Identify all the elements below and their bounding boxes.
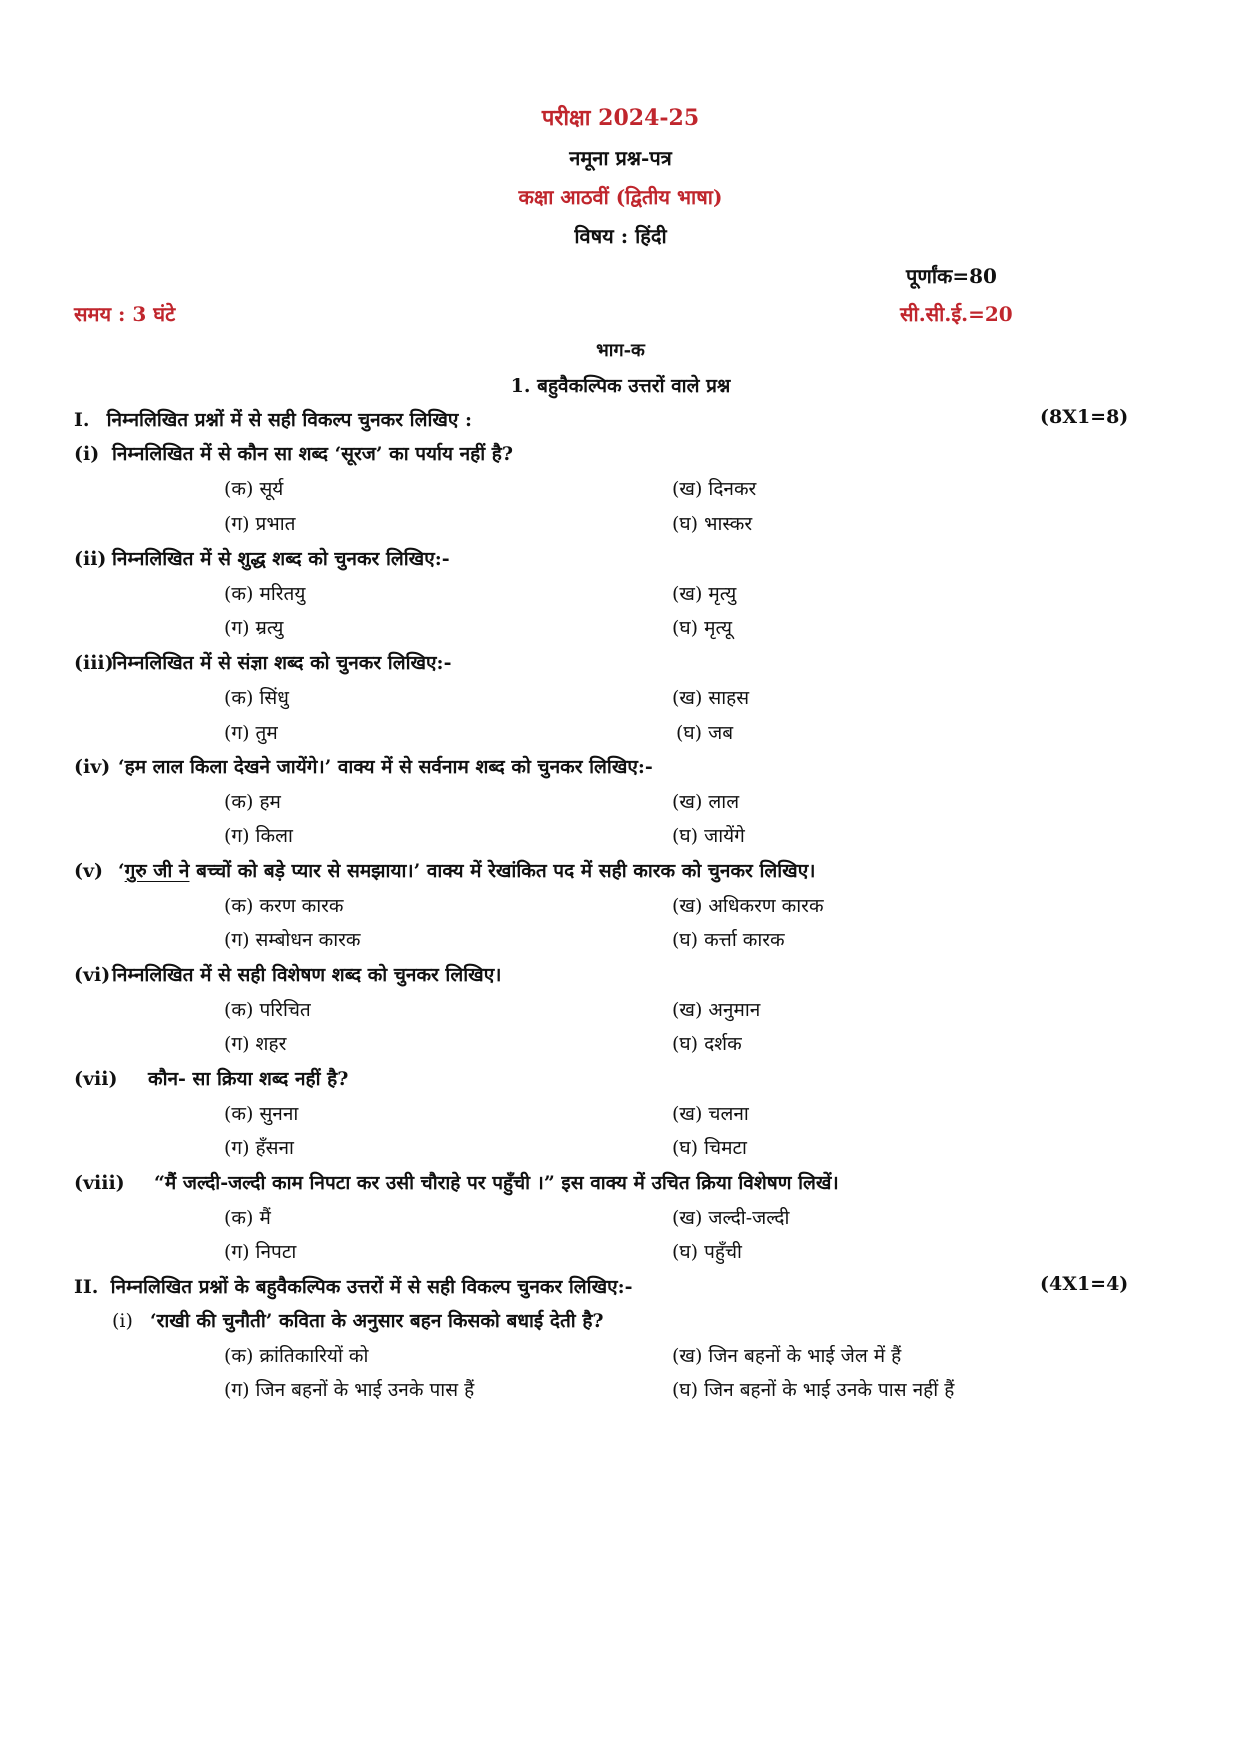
option-ka: (क) हम xyxy=(224,791,281,813)
option-gha: (घ) पहुँची xyxy=(672,1241,742,1263)
question-6 xyxy=(74,961,501,987)
cce-marks: सी.सी.ई.=20 xyxy=(900,302,1013,326)
part2-question-1 xyxy=(112,1307,604,1333)
option-ka: (क) क्रांतिकारियों को xyxy=(224,1345,369,1367)
question-text: निम्नलिखित में से शुद्ध शब्द को चुनकर लिखिए:- xyxy=(112,548,450,570)
question-text: ‘राखी की चुनौती’ कविता के अनुसार बहन किसको बधाई देती है? xyxy=(150,1310,604,1332)
question-7 xyxy=(74,1065,348,1091)
option-gha: (घ) कर्त्ता कारक xyxy=(672,929,785,951)
question-text: ‘हम लाल किला देखने जायेंगे।’ वाक्य में से सर्वनाम शब्द को चुनकर लिखिए:- xyxy=(118,756,653,778)
question-1 xyxy=(74,440,513,466)
option-kha: (ख) साहस xyxy=(672,687,750,709)
question-number: (viii) xyxy=(74,1172,125,1194)
part2-instruction xyxy=(74,1273,633,1299)
subject-title: विषय : हिंदी xyxy=(574,224,667,248)
option-gha: (घ) मृत्यू xyxy=(672,617,732,639)
option-gha: (घ) चिमटा xyxy=(672,1137,747,1159)
option-ga: (ग) प्रभात xyxy=(224,513,296,535)
part1-instruction-text: निम्नलिखित प्रश्नों में से सही विकल्प चुनकर लिखिए : xyxy=(106,409,473,431)
option-ga: (ग) सम्बोधन कारक xyxy=(224,929,361,951)
option-kha: (ख) लाल xyxy=(672,791,740,813)
total-marks: पूर्णांक=80 xyxy=(906,264,997,288)
option-ka: (क) करण कारक xyxy=(224,895,344,917)
question-3 xyxy=(74,649,451,675)
question-number: (iv) xyxy=(74,756,111,778)
option-ka: (क) सिंधु xyxy=(224,687,289,709)
question-number: (vi) xyxy=(74,964,111,986)
question-number: (i) xyxy=(112,1310,133,1332)
question-text: निम्नलिखित में से सही विशेषण शब्द को चुनकर लिखिए। xyxy=(112,964,502,986)
option-ka: (क) सूर्य xyxy=(224,478,284,500)
option-ga: (ग) किला xyxy=(224,825,293,847)
question-5 xyxy=(74,857,815,883)
question-2 xyxy=(74,545,450,571)
section-subtitle: 1. बहुवैकल्पिक उत्तरों वाले प्रश्न xyxy=(510,375,731,397)
option-gha: (घ) जायेंगे xyxy=(672,825,745,847)
option-ga: (ग) निपटा xyxy=(224,1241,297,1263)
option-ga: (ग) जिन बहनों के भाई उनके पास हैं xyxy=(224,1379,475,1401)
option-kha: (ख) अधिकरण कारक xyxy=(672,895,824,917)
class-title: कक्षा आठवीं (द्वितीय भाषा) xyxy=(518,185,723,209)
option-gha: (घ) भास्कर xyxy=(672,513,753,535)
question-number: (i) xyxy=(74,443,100,465)
question-8 xyxy=(74,1169,839,1195)
part2-instruction-text: निम्नलिखित प्रश्नों के बहुवैकल्पिक उत्तरों में से सही विकल्प चुनकर लिखिए:- xyxy=(110,1276,633,1298)
time-label: समय : 3 घंटे xyxy=(74,302,176,326)
option-ga: (ग) तुम xyxy=(224,722,278,744)
question-text-open-quote: ‘ xyxy=(118,860,125,882)
exam-title: परीक्षा 2024-25 xyxy=(541,105,700,131)
question-text: बच्चों को बड़े प्यार से समझाया।’ वाक्य में रेखांकित पद में सही कारक को चुनकर लिखिए। xyxy=(189,860,816,882)
question-text: निम्नलिखित में से कौन सा शब्द ‘सूरज’ का पर्याय नहीं है? xyxy=(112,443,514,465)
option-kha: (ख) जिन बहनों के भाई जेल में हैं xyxy=(672,1345,902,1367)
option-kha: (ख) अनुमान xyxy=(672,999,761,1021)
option-kha: (ख) चलना xyxy=(672,1103,749,1125)
option-gha: (घ) दर्शक xyxy=(672,1033,742,1055)
option-ga: (ग) शहर xyxy=(224,1033,287,1055)
option-ka: (क) सुनना xyxy=(224,1103,299,1125)
question-number: (ii) xyxy=(74,548,107,570)
part1-number: I. xyxy=(74,409,90,431)
option-gha: (घ) जिन बहनों के भाई उनके पास नहीं हैं xyxy=(672,1379,955,1401)
paper-type: नमूना प्रश्न-पत्र xyxy=(569,146,672,170)
option-kha: (ख) मृत्यु xyxy=(672,583,737,605)
part1-instruction xyxy=(74,406,472,432)
part2-marks: (4X1=4) xyxy=(1040,1273,1129,1295)
option-ka: (क) मरितयु xyxy=(224,583,306,605)
option-gha: (घ) जब xyxy=(676,722,734,744)
option-kha: (ख) दिनकर xyxy=(672,478,757,500)
question-number: (v) xyxy=(74,860,104,882)
option-ga: (ग) म्रत्यु xyxy=(224,617,284,639)
option-ka: (क) परिचित xyxy=(224,999,311,1021)
part1-marks: (8X1=8) xyxy=(1040,406,1129,428)
question-4 xyxy=(74,753,653,779)
question-text: कौन- सा क्रिया शब्द नहीं है? xyxy=(148,1068,349,1090)
underlined-phrase: गुरु जी ने xyxy=(124,860,190,882)
section-title: भाग-क xyxy=(596,340,645,361)
question-number: (vii) xyxy=(74,1068,118,1090)
option-ga: (ग) हँसना xyxy=(224,1137,294,1159)
part2-number: II. xyxy=(74,1276,99,1298)
option-kha: (ख) जल्दी-जल्दी xyxy=(672,1207,790,1229)
question-text: निम्नलिखित में से संज्ञा शब्द को चुनकर लिखिए:- xyxy=(112,652,452,674)
question-number: (iii) xyxy=(74,652,114,674)
question-text: “मैं जल्दी-जल्दी काम निपटा कर उसी चौराहे पर पहुँची ।” इस वाक्य में उचित क्रिया विशेषण लिखें। xyxy=(154,1172,839,1194)
option-ka: (क) मैं xyxy=(224,1207,271,1229)
